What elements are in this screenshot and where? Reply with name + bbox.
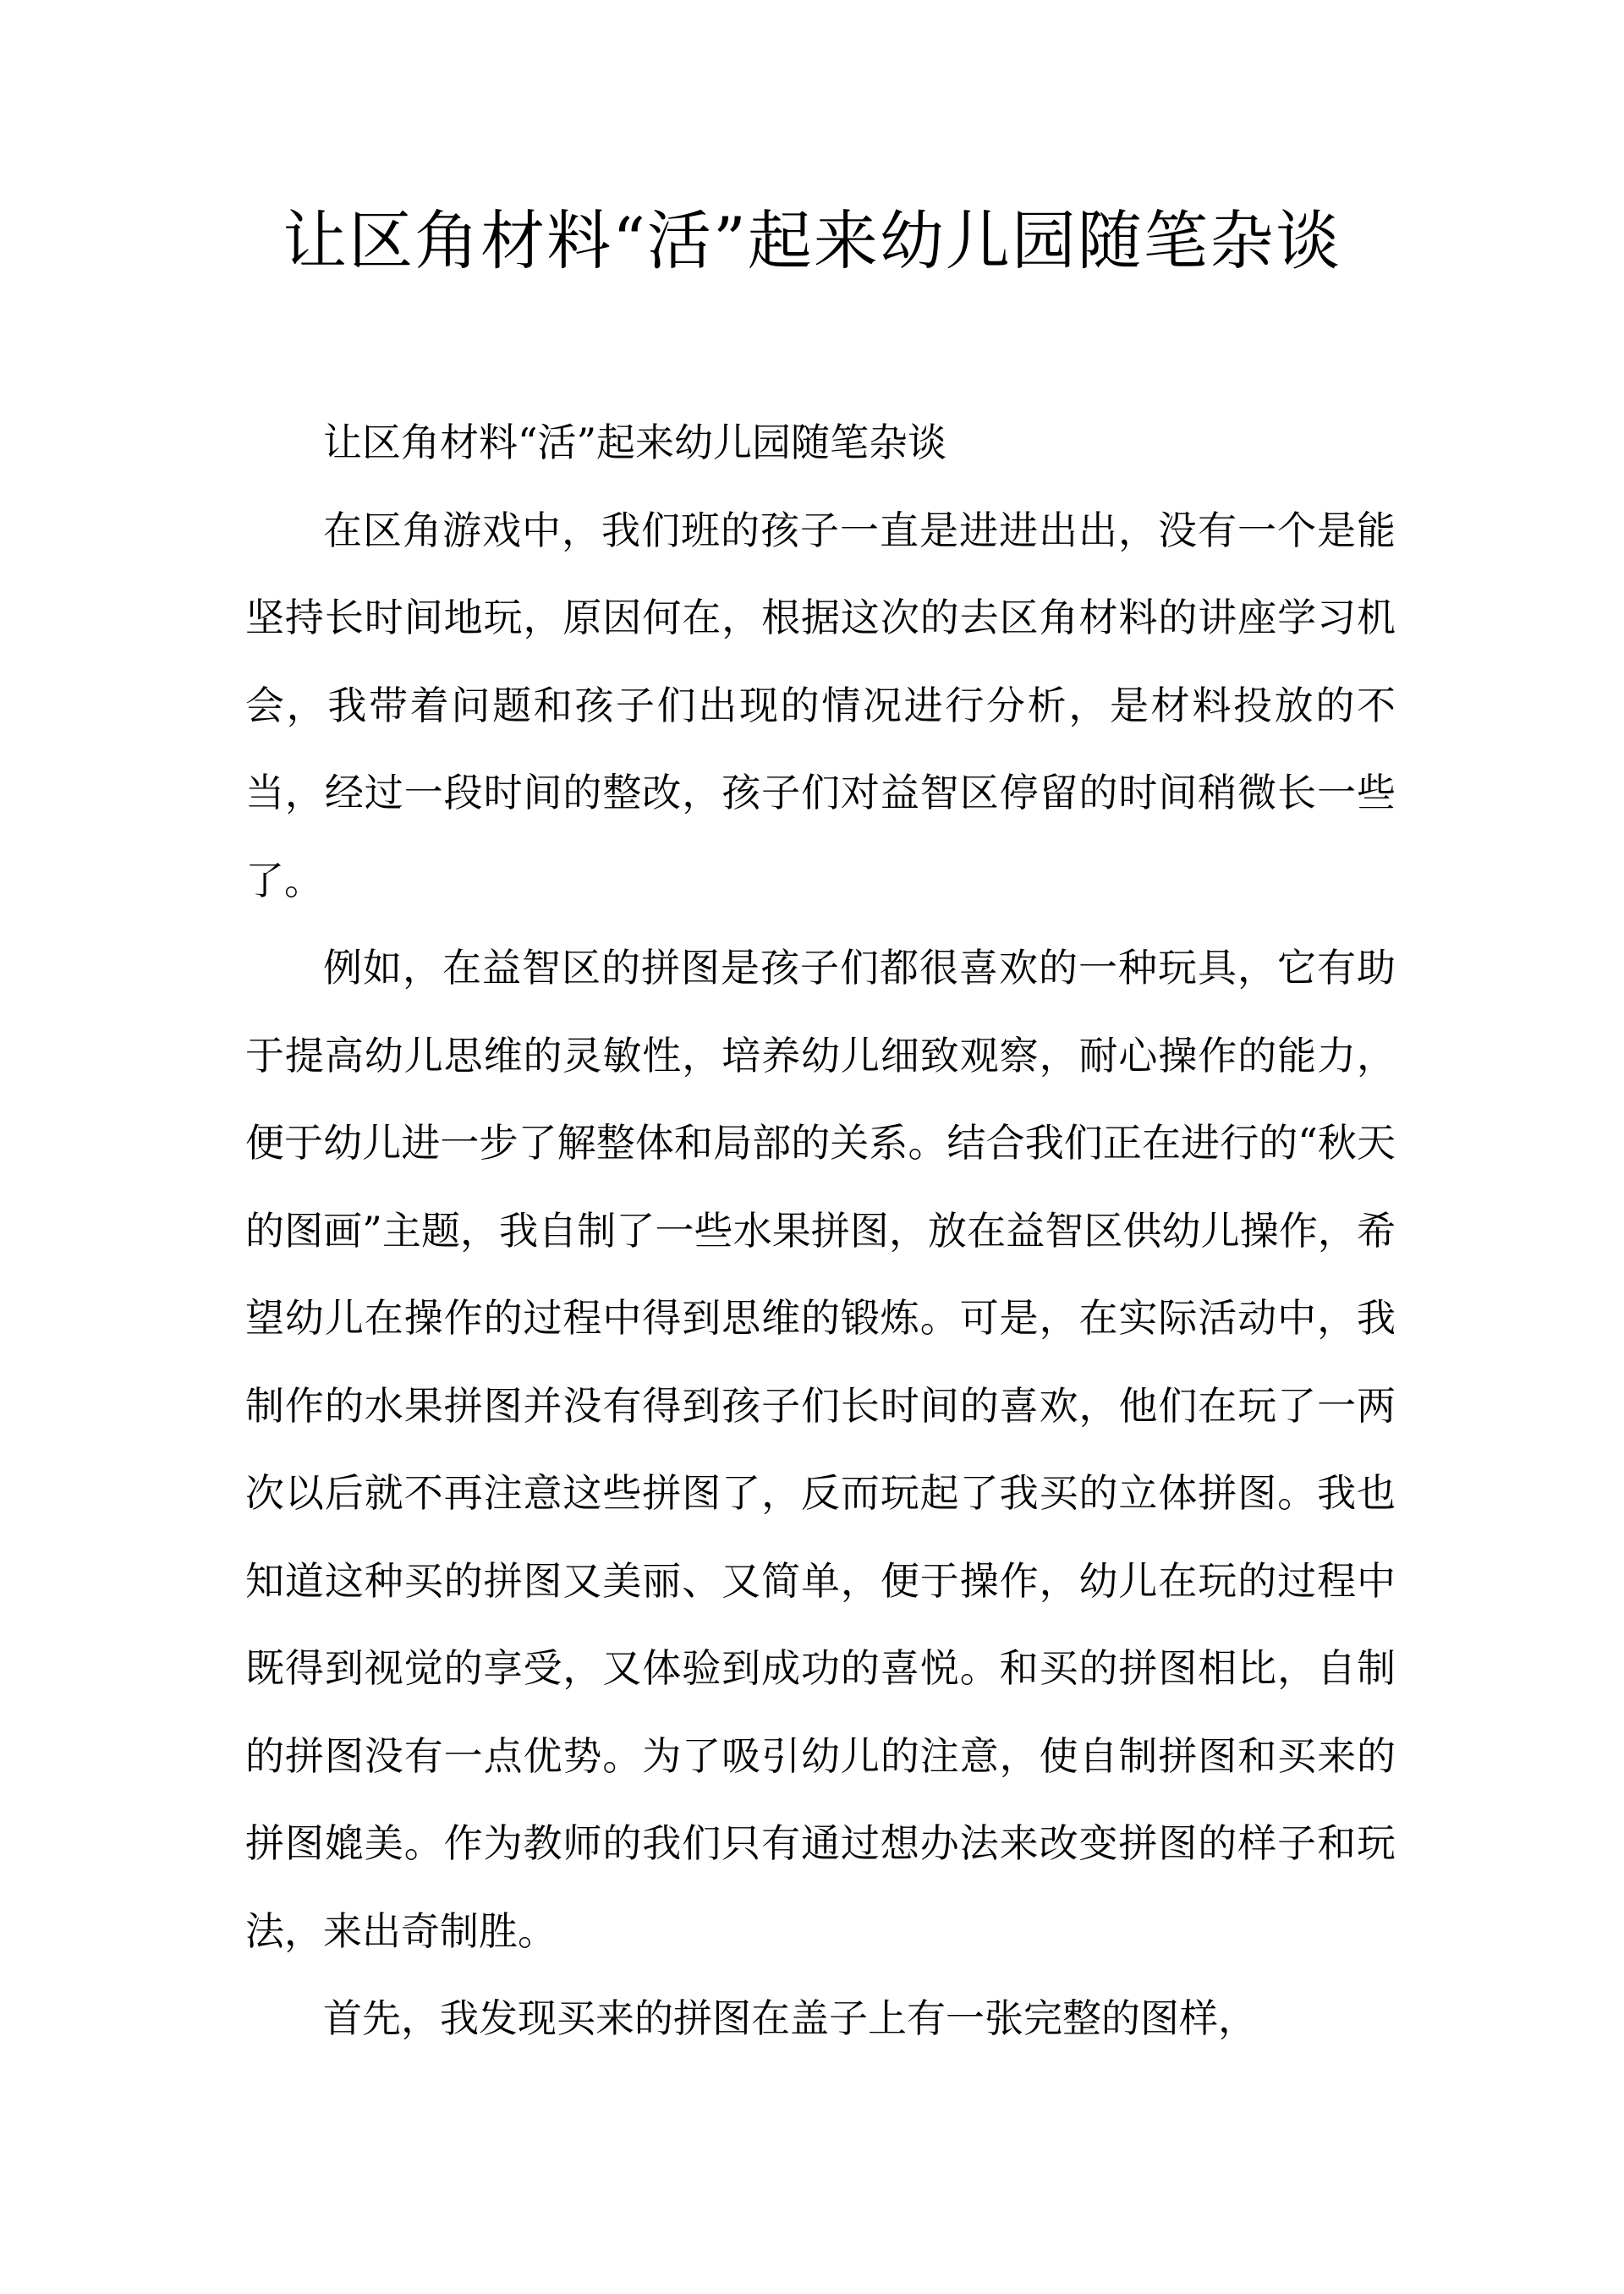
paragraph: 首先，我发现买来的拼图在盖子上有一张完整的图样， bbox=[323, 1995, 1257, 2041]
document-title: 让区角材料“活”起来幼儿园随笔杂谈 bbox=[283, 203, 1341, 278]
paragraph-subtitle: 让区角材料“活”起来幼儿园随笔杂谈 bbox=[323, 420, 947, 465]
paragraph: 在区角游戏中，我们班的孩子一直是进进出出，没有一个是能坚持长时间地玩，原因何在，根据这次的去区角材料的讲座学习机会，我带着问题和孩子们出现的情况进行分析，是材料投放的不当，经过一段时间的整改，孩子们对益智区停留的时间稍微长一些了。 bbox=[245, 507, 1396, 903]
document-body bbox=[245, 399, 1396, 2063]
paragraph: 例如，在益智区的拼图是孩子们都很喜欢的一种玩具，它有助于提高幼儿思维的灵敏性，培养幼儿细致观察，耐心操作的能力，便于幼儿进一步了解整体和局部的关系。结合我们正在进行的“秋天的图画”主题，我自制了一些水果拼图，放在益智区供幼儿操作，希望幼儿在操作的过程中得到思维的锻炼。可是，在实际活动中，我制作的水果拼图并没有得到孩子们长时间的喜欢，他们在玩了一两次以后就不再注意这些拼图了，反而玩起了我买的立体拼图。我也知道这种买的拼图又美丽、又简单，便于操作，幼儿在玩的过程中既得到视觉的享受，又体验到成功的喜悦。和买的拼图相比，自制的拼图没有一点优势。为了吸引幼儿的注意，使自制拼图和买来的拼图媲美。作为教师的我们只有通过想办法来改变拼图的样子和玩法，来出奇制胜。 bbox=[245, 945, 1396, 1954]
